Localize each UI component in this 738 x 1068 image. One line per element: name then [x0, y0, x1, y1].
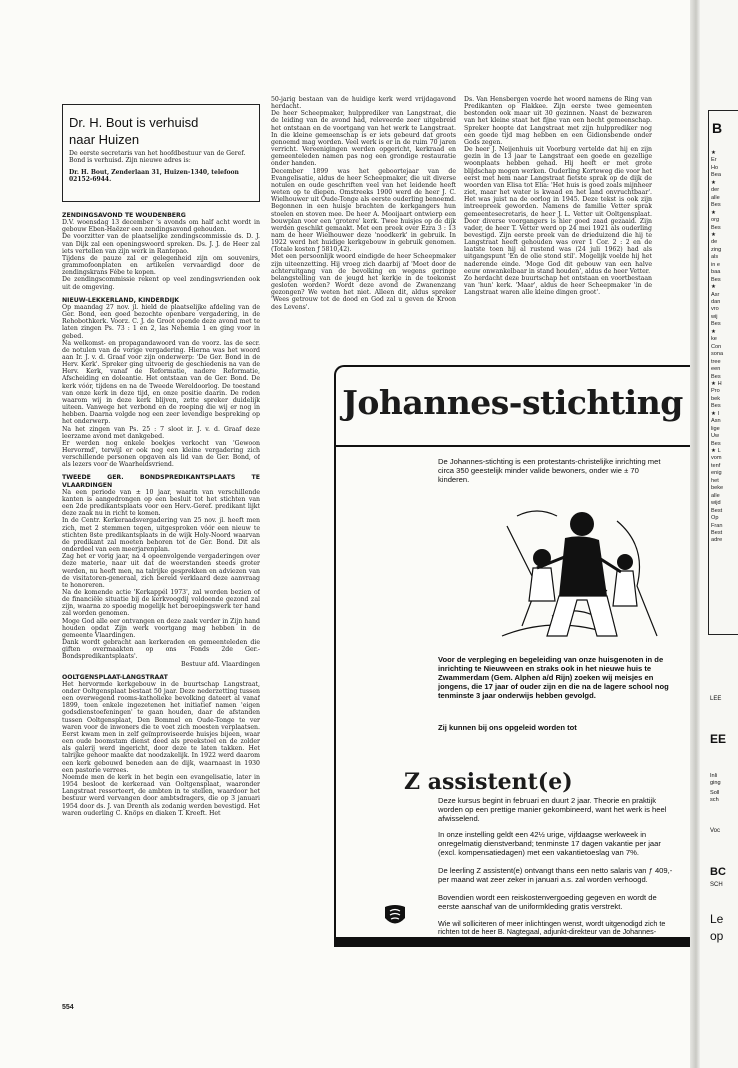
- right-page-line: vro: [711, 306, 719, 313]
- paragraph: De voorzitter van de plaatselijke zendingscommissie ds. D. J. van Dijk zal een openingswoord spreken. Ds. J. J. de Heer zal iets vertellen van zijn werk in Rantepao.: [62, 233, 260, 255]
- right-page-line: ★ L: [711, 448, 721, 454]
- paragraph: Na een periode van ± 10 jaar, waarin van verschillende kanten is aangedrongen op een besluit tot het stichten van een 2de predikantsplaats voor een Herv.-Geref. predikant lijkt deze zaak nu in richt te komen.: [62, 488, 260, 518]
- right-page-voc: Voc: [710, 828, 721, 834]
- right-page-line: Er: [711, 157, 717, 164]
- right-page-line: Uw: [711, 433, 720, 440]
- right-page-line: Bes: [711, 276, 721, 283]
- right-page-line: ke: [711, 336, 717, 343]
- right-page-line: de: [711, 239, 718, 246]
- right-page-line: ★: [711, 179, 717, 186]
- announcement-box: [62, 104, 260, 202]
- column-3: [464, 96, 652, 354]
- right-page-line: ★: [711, 150, 717, 156]
- right-page-line: ★: [711, 284, 717, 291]
- ad-care-text: Voor de verpleging en begeleiding van onze huisgenoten in de inrichting te Nieuwveen en straks ook in het nieuwe huis te Zwammerdam (Gem. Alphen a/d Rijn) zoeken wij meisjes en jongens, die 17 jaar of ouder zijn en die na de lagere school nog tenminste 3 jaar onderwijs hebben gevolgd.: [438, 655, 669, 700]
- heading-vlaardingen: TWEEDE GER. BONDSPREDIKANTSPLAATS TE VLAARDINGEN: [62, 474, 260, 489]
- right-page-line: Con: [711, 343, 722, 350]
- right-page-inli: Inli: [710, 773, 718, 779]
- ad-apply: Wie wil solliciteren of meer inlichtingen wenst, wordt uitgenodigd zich te richten tot de heer B. Nagtegaal, adjunkt-direkteur van de Johannes-: [438, 919, 666, 937]
- right-page-line: beke: [711, 485, 724, 492]
- caregiver-children-illustration: [497, 496, 667, 644]
- right-page-line: ★ H: [711, 380, 722, 387]
- right-page-line: Bes: [711, 224, 721, 231]
- right-page-line: bek: [711, 395, 721, 402]
- right-page-heading: B: [712, 120, 723, 136]
- ad-bottom-rule: [334, 937, 691, 947]
- right-page-line: zing: [711, 246, 722, 253]
- right-page-line: ★: [711, 328, 717, 335]
- right-page-op: op: [710, 929, 724, 943]
- right-page-line: in e: [711, 261, 721, 268]
- announcement-text: De eerste secretaris van het hoofdbestuur van de Geref. Bond is verhuisd. Zijn nieuwe adres is:: [69, 150, 246, 165]
- right-page-line: Ho: [711, 164, 719, 171]
- paragraph: Noemde men de kerk in het begin een evangelisatie, later in 1954 besloot de kerkeraad van Ooltgensplaat, waaronder Langstraat ressorteert, de ambten in te stellen, waardoor het bestuur werd vervangen door ambtsdragers, die op 3 januari 1954 door ds. J. van Drenth als zodanig werden bevestigd. Het waren ouderling C. Knöps en diaken T. Kreeft. Het: [62, 773, 260, 817]
- paragraph: Na het zingen van Ps. 25 : 7 sloot ir. J. v. d. Graaf deze leerzame avond met dankgebed.: [62, 425, 260, 440]
- right-page-edge: [700, 0, 738, 1068]
- right-page-line: Fran: [711, 522, 723, 529]
- paragraph: De heer J. Neijenhuis uit Voorburg vertelde dat hij en zijn gezin in de 13 jaar te Langstraat een goede en gezellige woonplaats hebben gehad. Hij heeft er met grote blijdschap mogen werken. Ouderling Korteweg die voor het eerst met hem naar Langstraat fietste sprak op de dijk de woorden van Elisa tot Elia: 'Het huis is goed zoals mijnheer ziet, maar het water is kwaad en het land onvruchtbaar'. Het was juist na de oorlog in 1945. Deze tekst is ook zijn intreepreek geworden. Namens de familie Vetter sprak gemeentesecretaris, de heer J. L. Vetter uit Ooltgensplaat. Door diverse voorgangers is hier goed zaad gezaaid. Zijn vader, de heer T. Vetter werd op 24 mei 1921 als ouderling bevestigd. Zijn eerste preek van de drieduizend die hij te Langstraat heeft gehouden was over 1 Cor. 2 : 2 en de laatste toen hij al rustend was (24 juli 1962) had als uitgangspunt 'En de olie stond stil'. Mogelijk voelde hij het naderende einde. 'Moge God dit gebouw van een halve eeuw onwankelbaar in stand houden', aldus de heer Vetter.: [464, 146, 652, 275]
- paragraph: Na welkomst- en propagandawoord van de voorz. las de secr. de notulen van de vorige vergadering. Hierna was het woord aan Ir. J. v. d. Graaf voor zijn onderwerp: 'De Ger. Bond in de Herv. Kerk'. Spreker ging uitvoerig de geschiedenis na van de Herv. Kerk, vanaf de Reformatie, nadere Reformatie, Afscheiding en doleantie. Het ontstaan van de Ger. Bond. De kerk vóór, tijdens en na de Tweede Wereldoorlog. De toestand van onze kerk in deze tijd, en onze positie daarin. De roden waarom wij in deze kerk blijven, zette spreker duidelijk uiteen. Vanwege het verbond en de roeping die wij er nog in hebben. Daarna volgde nog een zeer levendige bespreking op het onderwerp.: [62, 339, 260, 426]
- right-page-line: baa: [711, 269, 721, 276]
- ad-left-rule: [334, 445, 336, 937]
- right-page-line: der: [711, 187, 720, 194]
- right-page-line: lige: [711, 425, 720, 432]
- right-page-line: Best: [711, 529, 723, 536]
- heading-woudenberg: ZENDINGSAVOND TE WOUDENBERG: [62, 212, 186, 219]
- right-page-lee: LEE: [710, 696, 722, 702]
- paragraph: December 1899 was het geboortejaar van de Evangelisatie, aldus de heer Scheepmaker, die uit diverse notulen en oude geschriften veel van het leidende heeft weten op te diepen. Omstreeks 1900 werd de heer J. C. Wielhouwer uit Oude-Tonge als eerste ouderling benoemd. Begonnen in een huisje brachten de kerkgangers hun stoelen en stoven mee. De heer A. Mooijaart ontwierp een bouwplan voor een 'grotere' kerk. Twee huisjes op de dijk werden geschikt gemaakt. Met een preek over Ezra 3 : 13 nam de heer Wielhouwer deze 'noodkerk' in gebruik. In 1922 werd het huidige kerkgebouw in gebruik genomen. (Totale kosten ƒ 5810,42).: [271, 167, 456, 254]
- paragraph: Dank wordt gebracht aan kerkeraden en gemeenteleden die giften overmaakten op ons 'Fonds 2de Ger.-Bondspredikantsplaats'.: [62, 639, 260, 661]
- paragraph: Na de komende actie 'Kerkappél 1973', zal worden bezien of de financiële situatie bij de kerkvoogdij voldoende gezond zal zijn, waarna zo spoedig mogelijk het beroepingswerk ter hand zal worden genomen.: [62, 588, 260, 618]
- ad-title: Johannes-stichting: [342, 383, 683, 422]
- column-2: [271, 96, 456, 354]
- paragraph: Zo herdacht deze buurtschap het ontstaan en voortbestaan van 'hun' kerk. 'Maar', aldus de heer Scheepmaker 'in de Langstraat waren alle kleine dingen groot'.: [464, 274, 652, 297]
- right-page-line: als: [711, 254, 719, 261]
- right-page-line: alle: [711, 194, 720, 201]
- right-page-ging: ging: [710, 780, 721, 786]
- right-page-le: Le: [710, 912, 724, 926]
- right-page-line: Pro: [711, 388, 720, 395]
- right-page-line: sona: [711, 351, 724, 358]
- right-page-sch2: SCH: [710, 882, 723, 888]
- announcement-title-2: naar Huizen: [69, 132, 140, 147]
- right-page-line: dan: [711, 299, 721, 305]
- right-page-line: tree: [711, 358, 721, 365]
- right-page-line: Bes: [711, 403, 721, 410]
- page-number: 554: [62, 1004, 74, 1011]
- right-page-line: vom: [711, 455, 722, 462]
- announcement-address: Dr. H. Bout, Zenderlaan 31, Huizen-1340, telefoon 02152-6944.: [69, 168, 239, 184]
- right-page-line: Bea: [711, 172, 721, 179]
- right-page-line: ★: [711, 209, 717, 216]
- announcement-title-1: Dr. H. Bout is verhuisd: [69, 115, 199, 130]
- right-page-soll: Soll: [710, 790, 720, 796]
- signature: Bestuur afd. Vlaardingen: [181, 660, 260, 668]
- right-page-line: org: [711, 217, 720, 224]
- right-page-line: wij: [711, 313, 718, 320]
- paragraph: Met een persoonlijk woord eindigde de heer Scheepmaker zijn uiteenzetting. Hij vroeg zich daarbij af 'Moet door de achteruitgang van de bevolking en wegens geringe belangstelling van de jeugd het kerkje in de toekomst gesloten worden? Wordt deze avond de Zwanenzang gezongen? We weten het niet. Alleen dit, aldus spreker 'Wees getrouw tot de dood en God zal u geven de Kroon des Levens'.: [271, 253, 456, 311]
- spine-gutter: [690, 0, 700, 1068]
- column-1: [62, 206, 260, 1001]
- right-page-line: adre: [711, 537, 723, 544]
- right-page-line: alle: [711, 492, 720, 499]
- paragraph: Er werden nog enkele boekjes verkocht van 'Gewoon Hervormd', terwijl er ook nog een kleine vergadering zich verschillende personen opgaven als lid van de Ger. Bond, of als lezers voor de Waarheidsvriend.: [62, 439, 260, 469]
- heading-ooltgensplaat: OOLTGENSPLAAT-LANGSTRAAT: [62, 673, 168, 681]
- paragraph: De heer Scheepmaker, hulpprediker van Langstraat, die de leiding van de avond had, releveerde zeer uitgebreid het ontstaan en de voortgang van het werk te Langstraat. In die kleine gemeenschap is er iets gebeurd dat groots genoemd mag worden. Veel werk is er in de ruim 70 jaren verricht. Vereenigingen werden opgericht, kerkraad en gemeenteleden namen pas nog een grondige restauratie onder handen.: [271, 110, 456, 168]
- ad-heading: Z assistent(e): [404, 769, 573, 795]
- right-page-line: Bes: [711, 202, 721, 209]
- right-page-line: een: [711, 366, 721, 373]
- ad-intro: De Johannes-stichting is een protestants-christelijke inrichting met circa 350 geestelijk minder valide bewoners, onder wie ± 70 kinderen.: [438, 457, 661, 484]
- paragraph: Tijdens de pauze zal er gelegenheid zijn om souvenirs, grammofoonplaten en artikelen vervaardigd door de zendingskrans Fébe te kopen.: [62, 254, 260, 277]
- right-page-line: Asn: [711, 418, 721, 425]
- right-page-line: Bes: [711, 440, 721, 447]
- ad-costs: Bovendien wordt een reiskostenvergoeding gegeven en wordt de eerste aanschaf van de uniformkleding gratis verstrekt.: [438, 893, 657, 911]
- right-page-line: wijd: [711, 500, 721, 507]
- paragraph: Ds. Van Hensbergen voerde het woord namens de Ring van Predikanten op Flakkee. Zijn eerste twee gemeenten bestonden ook maar uit 30 gezinnen. Naast de bezwaren van het kleine staat het fijne van een hecht gemeenschap. Spreker hoopte dat Langstraat met zijn hulpprediker nog een goede tijd mag hebben en een Gidionsbende onder Gods zegen.: [464, 96, 652, 146]
- right-page-line: tenf: [711, 462, 721, 469]
- paragraph: Op maandag 27 nov. jl. hield de plaatselijke afdeling van de Ger. Bond, een goed bezochte openbare vergadering, in de Rehobothkerk. Voorz. C. J. de Groot opende deze avond met te laten zingen Ps. 73 : 1 en 2, las Nehemia 1 en ging voor in gebed.: [62, 303, 260, 340]
- paragraph: De zendingscommissie rekent op veel zendingsvrienden ook uit de omgeving.: [62, 276, 260, 291]
- paragraph: Het hervormde kerkgebouw in de buurtschap Langstraat, onder Ooltgensplaat bestaat 50 jaar. Deze nederzetting tussen een overwegend rooms-katholieke bevolking dateert al vanaf 1899, toen enkele ingezetenen het initiatief namen 'eigen godsdienstoefeningen' te gaan houden, daar de afstanden tussen Ooltgensplaat, Den Bommel en Oude-Tonge te ver waren voor de inwoners die te voet zich moesten verplaatsen. Eerst kwam men in zelf geïmproviseerde huisjes bijeen, waar een oude boomstam dienst deed als preekstoel en de zolder als galerij werd ingericht, door deze te laten takken. Het talrijke gehoor maakte dat noodzakelijk. In 1922 werd daarom een kerk gebouwd beneden aan de dijk, waarnaast in 1930 een pastorie verrees.: [62, 680, 260, 774]
- right-page-line: Op: [711, 515, 719, 522]
- johannes-stichting-logo-icon: [382, 903, 408, 929]
- right-page-line: Best: [711, 507, 723, 514]
- ad-terms: In onze instelling geldt een 42½ urige, vijfdaagse werkweek in onregelmatig dienstverband; tenminste 17 dagen vakantie per jaar (excl. kompensatiedagen) met een vakantietoeslag van 7%.: [438, 830, 661, 857]
- ad-salary: De leerling Z assistent(e) ontvangt thans een netto salaris van ƒ 409,- per maand wat zeer zeker in januari a.s. zal worden verhoogd.: [438, 866, 673, 884]
- paragraph: D.V. woensdag 13 december 's avonds om half acht wordt in gebouw Eben-Haëzer een zendingsavond gehouden.: [62, 219, 260, 234]
- ad-course: Deze kursus begint in februari en duurt 2 jaar. Theorie en praktijk worden op een prettige manier gekombineerd, want het werk is heel afwisselend.: [438, 796, 667, 823]
- right-page-bc: BC: [710, 866, 726, 878]
- paragraph: Zag het er vorig jaar, na 4 opeenvolgende vergaderingen over deze materie, naar uit dat de weerstanden steeds groter werden, nu heeft men, na talrijke gesprekken en adviezen van de visitatoren-generaal, zich bereid verklaard deze aanvraag te honoreren.: [62, 553, 260, 589]
- johannes-stichting-advertisement: [334, 365, 691, 953]
- right-page-line: Bes: [711, 321, 721, 328]
- right-page-ee: EE: [710, 732, 727, 746]
- ad-invite: Zij kunnen bij ons opgeleid worden tot: [438, 723, 577, 732]
- paragraph: 50-jarig bestaan van de huidige kerk werd vrijdagavond herdacht.: [271, 96, 456, 111]
- right-page-sch: sch: [710, 797, 719, 803]
- right-page-line: ★: [711, 231, 717, 238]
- right-page-line: het: [711, 477, 719, 484]
- right-page-line: Bes: [711, 373, 721, 380]
- right-page-line: enig: [711, 470, 722, 477]
- paragraph: Moge God alle eer ontvangen en deze zaak verder in Zijn hand houden opdat Zijn werk voortgang mag hebben in de gemeente Vlaardingen.: [62, 617, 260, 639]
- right-page-line: ★ I: [711, 410, 720, 417]
- right-page-line: Asr: [711, 291, 720, 298]
- heading-nieuw-lekkerland: NIEUW-LEKKERLAND, KINDERDIJK: [62, 296, 180, 304]
- paragraph: In de Centr. Kerkeraadsvergadering van 25 nov. jl. heeft men zich, met 2 stemmen tegen, uitgesproken vóór een nieuw te stichten 8ste predikantsplaats in de wijk Holy-Noord waarvan de predikant zal moeten behoren tot de Ger. Bond. Dit als onderdeel van een meerjarenplan.: [62, 517, 260, 554]
